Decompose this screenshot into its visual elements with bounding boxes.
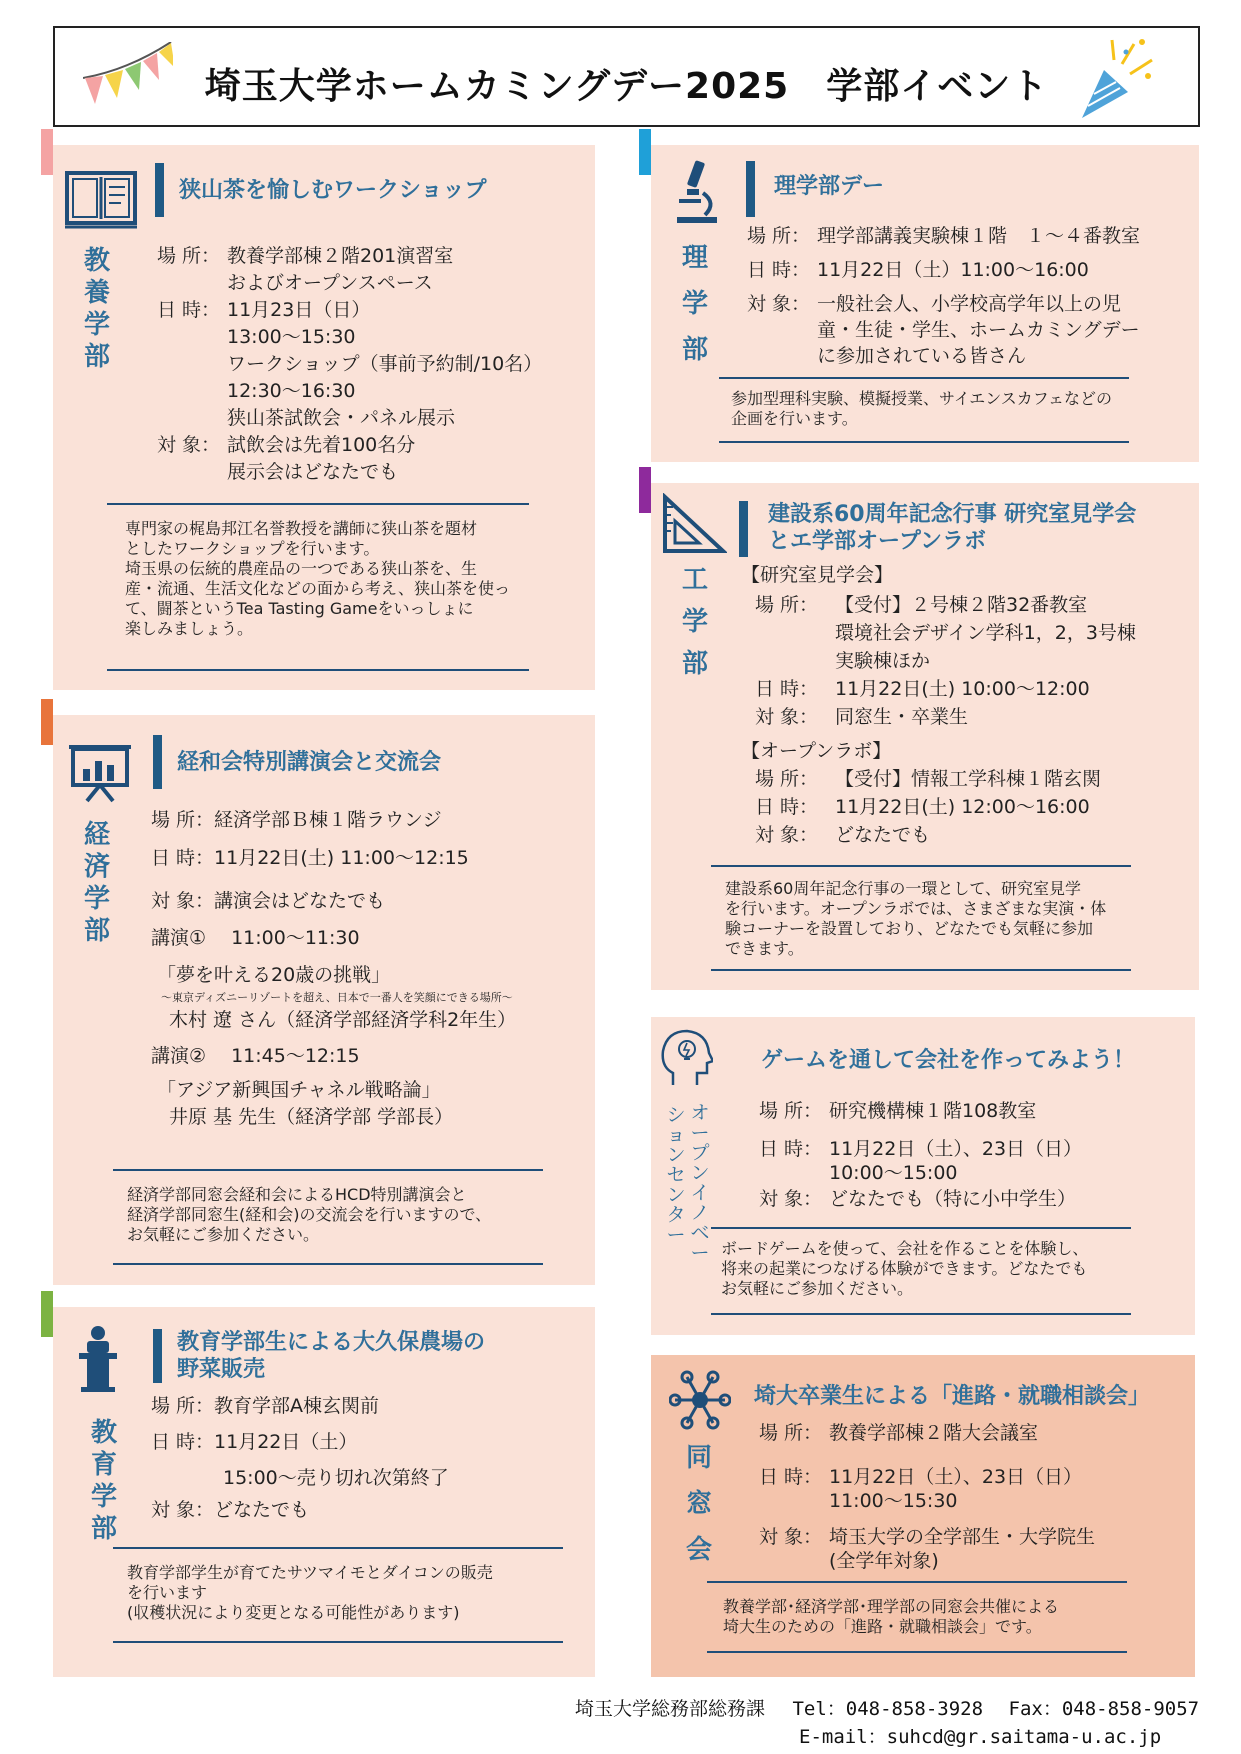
alumni-card [651,1355,1195,1677]
divider [707,1581,1127,1583]
rigaku-accent [639,129,651,175]
target-label: 対 象： [755,706,819,728]
date-label: 日 時： [157,299,221,321]
keizai-card [53,715,595,1285]
title-bar [746,161,755,217]
target-value: 埼玉大学の全学部生・大学院生 (全学年対象) [829,1526,1096,1572]
talk1-subtitle: ～東京ディズニーリゾートを超え、日本で一番人を笑顔にできる場所～ [161,991,513,1004]
head-lightbulb-icon [659,1027,713,1087]
place-label: 場 所： [755,768,819,790]
place-label: 場 所： [157,245,221,267]
talk2-title: 「アジア新興国チャネル戦略論」 [157,1079,441,1101]
microscope-icon [673,159,719,225]
place-value: 教養学部棟２階201演習室 およびオープンスペース [227,245,454,294]
talk2-time: 講演② 11:45～12:15 [151,1045,360,1067]
event-details [151,1393,571,1524]
divider [719,377,1129,379]
dept-label: 教養学部 [83,246,110,372]
place-value: 【受付】情報工学科棟１階玄関 [835,768,1102,790]
dept-label-col1: オープンイノベー [690,1102,710,1264]
page-header [53,26,1200,127]
place-value: 研究機構棟１階108教室 [829,1100,1037,1122]
target-label: 対 象： [157,434,221,456]
place-value: 教養学部棟２階大会議室 [829,1422,1039,1444]
event-title: 狭山茶を愉しむワークショップ [179,178,487,203]
divider [711,969,1131,971]
divider [107,669,529,671]
office-name: 埼玉大学総務部総務課 [575,1698,766,1720]
target-label: 対 象： [759,1526,823,1548]
section-lab-tour: 【研究室見学会】 [741,564,894,586]
book-icon [65,171,137,229]
innovation-card [651,1017,1195,1335]
event-description: 参加型理科実験、模擬授業、サイエンスカフェなどの 企画を行います。 [731,389,1112,428]
event-title: 建設系60周年記念行事 研究室見学会 とエ学部オープンラボ [768,502,1137,554]
dept-label-col2: ションセンター [666,1104,686,1246]
target-value: 対 象：どなたでも [151,1499,310,1521]
date-label: 日 時： [755,678,819,700]
fax: Fax：048-858-9057 [1008,1698,1200,1720]
section-open-lab: 【オープンラボ】 [741,740,892,762]
divider [719,441,1129,443]
event-title: 理学部デー [774,174,885,199]
target-value: どなたでも（特に小中学生） [829,1188,1077,1210]
event-details [741,561,1191,849]
divider [107,503,529,505]
contact-email [799,1722,1161,1749]
presentation-board-icon [67,743,133,803]
talk1-speaker: 木村 遼 さん（経済学部経済学科2年生） [169,1009,517,1031]
place-value: 場 所：教育学部A棟玄関前 [151,1395,380,1417]
contact-footer [575,1694,1199,1721]
place-value: 理学部講義実験棟１階 １～４番教室 [817,225,1141,247]
target-label: 対 象： [755,824,819,846]
target-value: 同窓生・卒業生 [835,706,969,728]
event-details [759,1099,1179,1211]
place-value: 場 所：経済学部Ｂ棟１階ラウンジ [151,809,442,831]
dept-label: 教育学部 [90,1418,117,1544]
kyoyo-card [53,145,595,690]
divider [113,1641,563,1643]
tel: Tel：048-858-3928 [792,1698,984,1720]
kogaku-accent [639,467,651,513]
title-bar [155,163,164,217]
dept-label: 理学部 [681,243,708,365]
date-value: 11月22日（土）、23日（日） 11:00～15:30 [829,1466,1083,1512]
page-title: 埼玉大学ホームカミングデー2025 学部イベント [204,66,1049,107]
talk1-title: 「夢を叶える20歳の挑戦」 [157,964,391,986]
divider [113,1263,543,1265]
rigaku-card [651,145,1199,462]
event-details [747,223,1187,369]
place-label: 場 所： [747,225,811,247]
title-bar [739,501,748,557]
date-label: 日 時： [747,259,811,281]
kogaku-card [651,483,1199,990]
place-value: 【受付】２号棟２階32番教室 環境社会デザイン学科1，2，3号棟 実験棟ほか [835,594,1136,672]
date-value-2: 15:00～売り切れ次第終了 [223,1467,449,1489]
dept-label: 経済学部 [83,820,110,946]
keizai-accent [41,699,53,745]
event-description: 教養学部･経済学部･理学部の同窓会共催による 埼大生のための「進路・就職相談会」です。 [723,1597,1060,1636]
place-label: 場 所： [759,1100,823,1122]
event-details [151,807,591,1131]
email-link[interactable]: E-mail：suhcd@gr.saitama-u.ac.jp [799,1726,1162,1748]
date-label: 日 時： [755,796,819,818]
party-popper-icon [1078,34,1158,122]
date-value: 11月22日(土) 12:00～16:00 [835,796,1090,818]
date-value: 日 時：11月22日(土) 11:00～12:15 [151,847,469,869]
date-value: 11月22日（土）11:00～16:00 [817,259,1089,281]
event-description: 専門家の梶島邦江名誉教授を講師に狭山茶を題材 としたワークショップを行います。 埼玉県の伝統的農産品の一つである狭山茶を、生 産・流通、生活文化などの面から考え、狭山茶を使っ て、闘茶というTea Tasting Gameをいっしょに 楽しみましょう。 [125,519,510,638]
event-description: 建設系60周年記念行事の一環として、研究室見学 を行います。オープンラボでは、さまざまな実演・体 験コーナーを設置しており、どなたでも気軽に参加 できます。 [725,879,1107,958]
event-description: ボードゲームを使って、会社を作ることを体験し、 将来の起業につなげる体験ができます。どなたでも お気軽にご参加ください。 [721,1239,1089,1298]
dept-label: 同窓会 [685,1443,712,1565]
event-description: 経済学部同窓会経和会によるHCD特別講演会と 経済学部同窓生(経和会)の交流会を行いますので、 お気軽にご参加ください。 [127,1185,492,1244]
triangle-ruler-icon [661,493,727,555]
talk2-speaker: 井原 基 先生（経済学部 学部長） [169,1106,454,1128]
date-value: 11月23日（日） 13:00～15:30 ワークショップ（事前予約制/10名） 12:30～16:30 狭山茶試飲会・パネル展示 [227,299,543,429]
lectern-icon [77,1325,119,1393]
title-bar [153,735,162,789]
date-value: 11月22日（土）、23日（日） 10:00～15:00 [829,1138,1083,1184]
event-details [157,243,587,486]
date-value: 日 時：11月22日（土） [151,1431,358,1453]
event-title: 埼大卒業生による「進路・就職相談会」 [754,1384,1151,1409]
target-value: 対 象：講演会はどなたでも [151,890,386,912]
target-value: 試飲会は先着100名分 展示会はどなたでも [227,434,416,483]
place-label: 場 所： [755,594,819,616]
kyoiku-accent [41,1291,53,1337]
title-bar [153,1329,162,1383]
kyoiku-card [53,1307,595,1677]
kyoyo-accent [41,129,53,175]
target-value: どなたでも [835,824,931,846]
event-title: ゲームを通して会社を作ってみよう！ [761,1048,1136,1073]
target-label: 対 象： [759,1188,823,1210]
date-label: 日 時： [759,1138,823,1160]
network-icon [669,1369,731,1431]
place-label: 場 所： [759,1422,823,1444]
divider [113,1169,543,1171]
date-value: 11月22日(土) 10:00～12:00 [835,678,1090,700]
divider [711,865,1131,867]
dept-label: 工学部 [681,565,708,679]
target-label: 対 象： [747,293,811,315]
event-description: 教育学部学生が育てたサツマイモとダイコンの販売 を行います (収穫状況により変更となる可能性があります) [127,1563,493,1622]
divider [707,1651,1127,1653]
target-value: 一般社会人、小学校高学年以上の児 童・生徒・学生、ホームカミングデー に参加されている皆さん [817,293,1140,367]
date-label: 日 時： [759,1466,823,1488]
event-details [759,1421,1179,1573]
divider [113,1547,563,1549]
divider [711,1313,1131,1315]
event-title: 経和会特別講演会と交流会 [177,750,442,775]
talk1-time: 講演① 11:00～11:30 [151,927,360,949]
divider [711,1227,1131,1229]
event-title: 教育学部生による大久保農場の 野菜販売 [177,1330,486,1382]
